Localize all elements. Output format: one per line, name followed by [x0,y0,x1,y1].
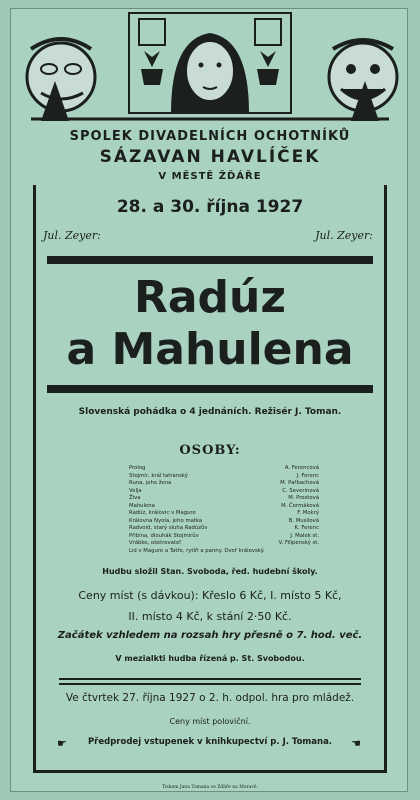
cast-row [129,480,319,488]
header-illustration [11,9,409,127]
performance-date: 28. a 30. října 1927 [116,197,304,217]
cast-actor: A. Ferencová [284,465,319,471]
pointing-hand-icon: ☚ [351,737,361,750]
cast-actor: J. Ferenc [296,472,319,479]
music-credit: Hudbu složil Stan. Svoboda, řed. hudební školy. [102,567,318,576]
cast-heading: OSOBY: [179,443,241,458]
pointing-hand-icon: ☛ [57,737,67,750]
cast-role: Mahulena [129,502,155,509]
cast-actor: F. Mokrý [297,510,319,516]
society-town: V MĚSTĚ ŽĎÁŘE [158,171,262,182]
society-name: SPOLEK DIVADELNÍCH OCHOTNÍKŮ [69,129,351,144]
cast-actor: J. Malek st. [290,532,319,539]
woman-portrait-icon [171,33,249,113]
cast-role: Živa [129,495,141,501]
society-subname: SÁZAVAN HAVLÍČEK [99,147,321,167]
start-time: Začátek vzhledem na rozsah hry přesně o 7. hod. več. [57,630,363,641]
cast-list [129,465,319,555]
cast-row [129,503,319,511]
cast-row [129,488,319,496]
cast-actor: B. Musilová [288,517,319,524]
cast-actor: K. Ferenc [294,525,319,531]
presale-note: Předprodej vstupenek v knihkupectví p. J. Tomana. [87,737,333,747]
cast-row [129,495,319,503]
divider [59,678,361,680]
cast-row [129,510,319,518]
cast-role: Prolog [129,465,146,471]
cast-row [129,518,319,526]
cast-actor: M. Pařbachová [280,480,319,486]
half-price-note: Ceny míst poloviční. [169,717,251,726]
cast-role: Radvoid, starý sluha Radúzův [129,525,208,531]
cast-row [129,533,319,541]
cast-actor: C. Severinová [282,487,319,494]
cast-role: Velja [129,487,142,494]
cast-row [129,548,319,556]
decorative-band-bottom [47,385,373,393]
cast-actor: V. Filipenský st. [278,540,319,546]
cast-row [129,473,319,481]
cast-role: Vrábko, ošetrovateľ [129,540,182,546]
author-right: Jul. Zeyer: [315,229,373,242]
cast-row [129,540,319,548]
cast-role: Runa, jeho žena [129,480,172,486]
prices-line2: II. místo 4 Kč, k stání 2·50 Kč. [128,610,292,623]
poster [10,8,408,792]
decorative-band-top [47,256,373,264]
cast-row [129,465,319,473]
play-subtitle: Slovenská pohádka o 4 jednáních. Režisér J. Toman. [78,407,342,417]
cast-actor: M. Prostová [288,495,319,501]
cast-role: Královna Nyola, jeho matka [129,517,203,524]
play-title-line1: Radúz [133,272,286,323]
cast-role: Radúz, královic v Magure [129,510,196,516]
youth-performance: Ve čtvrtek 27. října 1927 o 2. h. odpol. hra pro mládež. [65,692,355,704]
interval-music: V mezialkti hudba řízená p. St. Svobodou. [115,654,305,663]
cast-role: Lid v Magure a Tatře, rytíři a panny. Dvoř královský. [129,547,265,554]
cast-role: Stojmír, král tatranský [129,472,188,479]
printer-imprint: Tiskem Jana Tomana ve Žďáře na Moravě. [161,785,259,790]
divider [59,683,361,685]
cast-role: Přibina, dlouhák Stojmírův [129,532,199,539]
flower-right-icon [255,19,281,85]
author-left: Jul. Zeyer: [43,229,101,242]
cast-row [129,525,319,533]
prices-line1: Ceny míst (s dávkou): Křeslo 6 Kč, I. místo 5 Kč, [78,589,342,602]
play-title-line2: a Mahulena [66,324,354,375]
cast-actor: M. Čermáková [281,502,319,509]
flower-left-icon [139,19,165,85]
